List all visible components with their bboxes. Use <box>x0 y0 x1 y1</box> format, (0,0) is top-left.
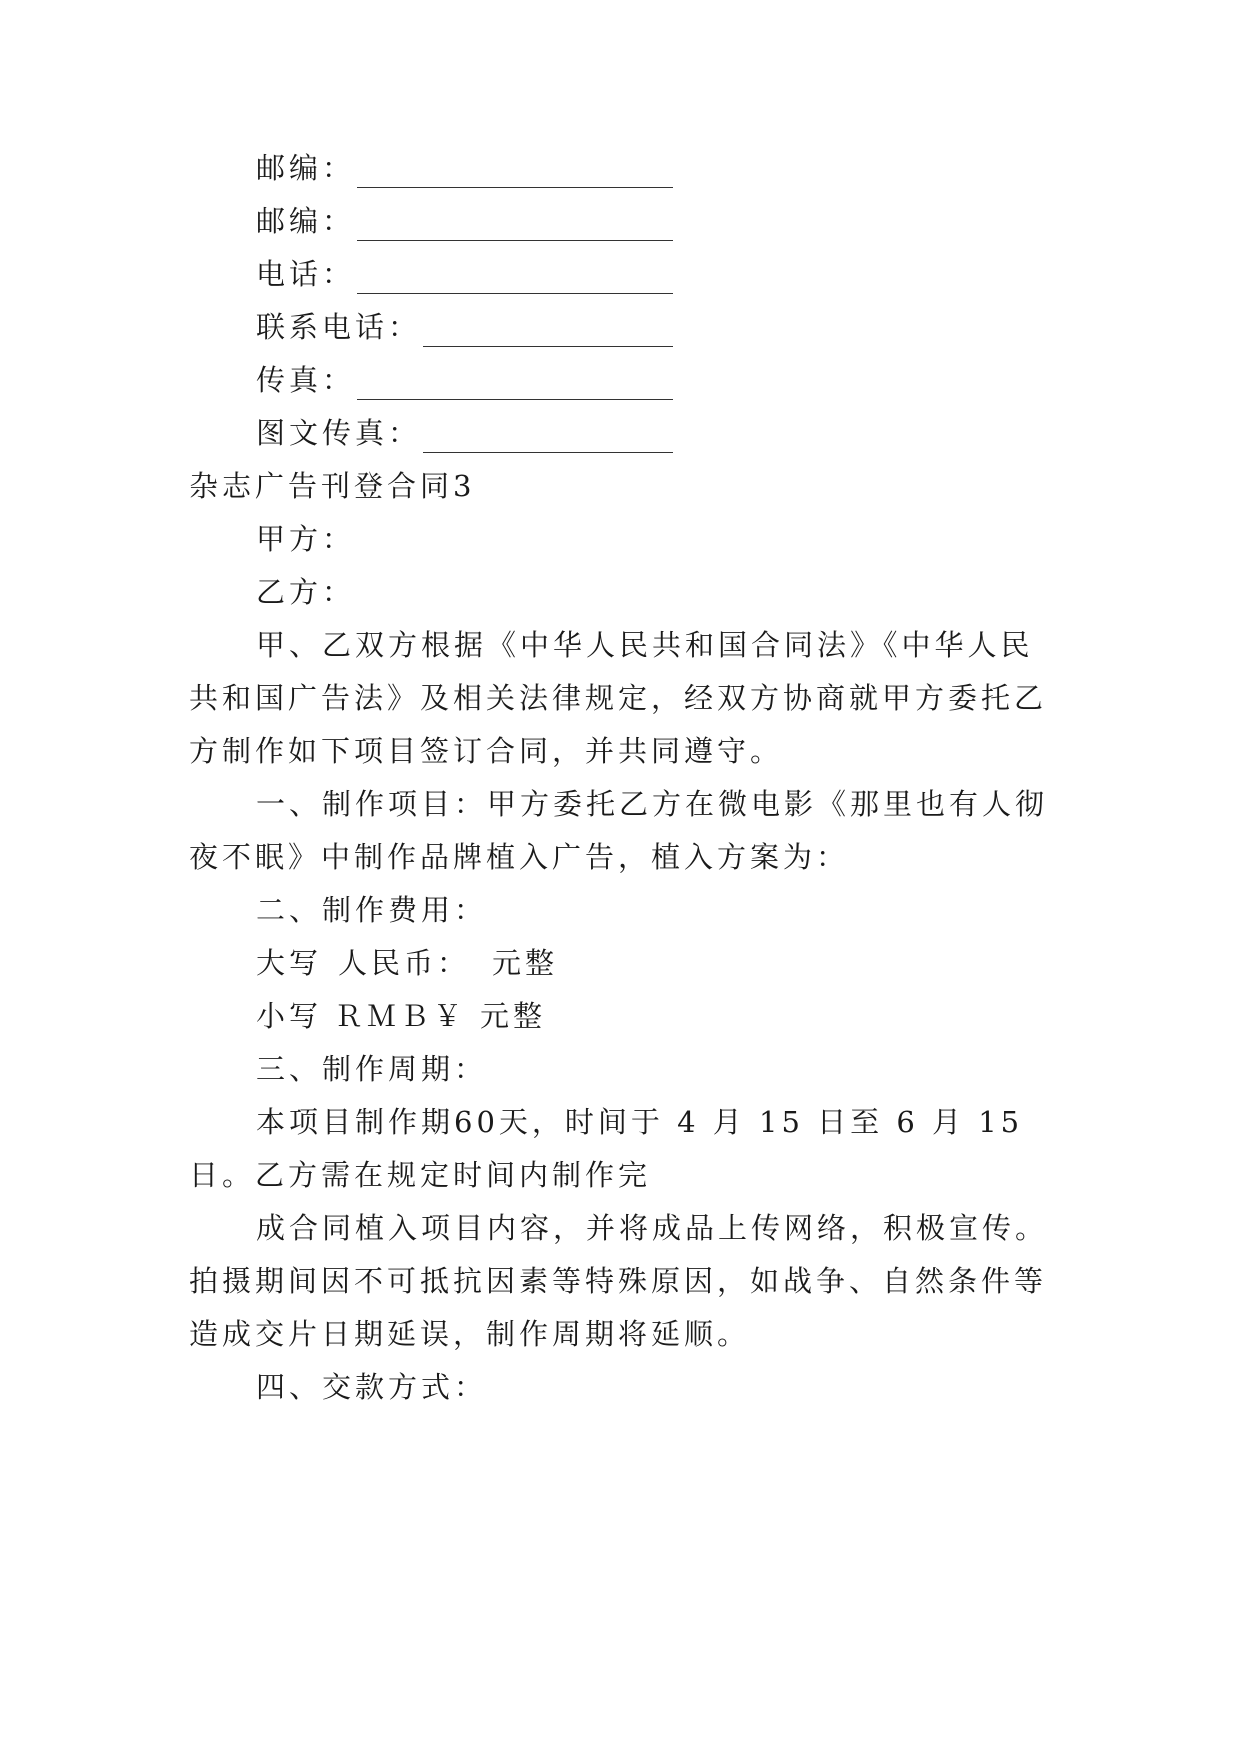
section-title: 杂志广告刊登合同3 <box>189 469 476 503</box>
fax-field <box>256 360 673 400</box>
field-label: 联系电话： <box>256 310 422 344</box>
blank-line <box>357 369 673 400</box>
period-line-5: 造成交片日期延误，制作周期将延顺。 <box>189 1317 751 1351</box>
blank-line <box>357 263 673 294</box>
fee-lowercase-currency: ＲＭＢ￥ <box>334 999 467 1033</box>
fee-lowercase-label: 小写 <box>256 999 323 1033</box>
field-label: 图文传真： <box>256 416 422 450</box>
party-a: 甲方： <box>256 522 356 556</box>
phone-field <box>256 254 673 294</box>
intro-paragraph-line-3: 方制作如下项目签订合同，并共同遵守。 <box>189 734 784 768</box>
fee-uppercase-currency: 人民币： <box>338 946 471 980</box>
fee-lowercase-line <box>256 996 546 1036</box>
fee-uppercase-label: 大写 <box>256 946 323 980</box>
item2-heading: 二、制作费用： <box>256 893 488 927</box>
period-line-2: 日。乙方需在规定时间内制作完 <box>189 1158 652 1192</box>
item1-line-1: 一、制作项目：甲方委托乙方在微电影《那里也有人彻 <box>256 787 1049 821</box>
item1-line-2: 夜不眠》中制作品牌植入广告，植入方案为： <box>189 840 850 874</box>
intro-paragraph-line-1: 甲、乙双方根据《中华人民共和国合同法》《中华人民 <box>256 628 1034 662</box>
period-line-4: 拍摄期间因不可抵抗因素等特殊原因，如战争、自然条件等 <box>189 1264 1048 1298</box>
blank-line <box>357 157 673 188</box>
field-label: 传真： <box>256 363 356 397</box>
fee-lowercase-unit: 元整 <box>480 999 547 1033</box>
period-line-3: 成合同植入项目内容，并将成品上传网络，积极宣传。 <box>256 1211 1049 1245</box>
period-line-1: 本项目制作期60天，时间于 4 月 15 日至 6 月 15 <box>256 1105 1024 1139</box>
contact-phone-field <box>256 307 673 347</box>
image-fax-field <box>256 413 673 453</box>
blank-line <box>423 422 673 453</box>
item3-heading: 三、制作周期： <box>256 1052 488 1086</box>
postcode-field-1 <box>256 148 673 188</box>
party-b: 乙方： <box>256 575 356 609</box>
intro-paragraph-line-2: 共和国广告法》及相关法律规定，经双方协商就甲方委托乙 <box>189 681 1048 715</box>
fee-uppercase-unit: 元整 <box>492 946 559 980</box>
postcode-field-2 <box>256 201 673 241</box>
blank-line <box>357 210 673 241</box>
item4-heading: 四、交款方式： <box>256 1370 488 1404</box>
field-label: 电话： <box>256 257 356 291</box>
field-label: 邮编： <box>256 204 356 238</box>
fee-uppercase-line <box>256 943 558 983</box>
blank-line <box>423 316 673 347</box>
field-label: 邮编： <box>256 151 356 185</box>
